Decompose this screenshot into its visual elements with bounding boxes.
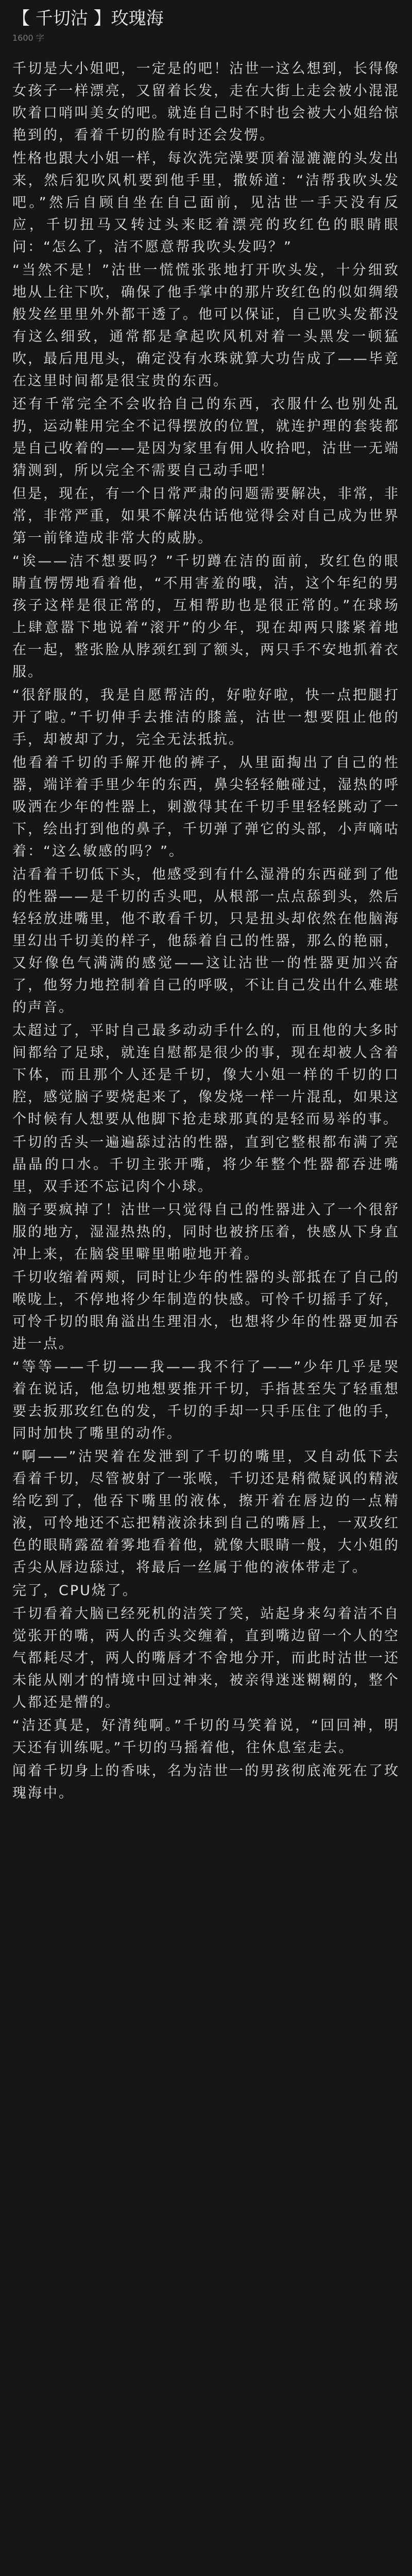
paragraph: “当然不是！”沽世一慌慌张张地打开吹头发，十分细致地从上往下吹，确保了他手掌中的那片玫红色的似如绸缎般发丝里里外外都干透了。他可以保证，自己吹头发都没有这么细致，通常都是拿起吹风机对着一头黑发一顿猛吹，最后甩甩头，确定没有水珠就算大功告成了——毕竟在这里时间都是很宝贵的东西。 (12, 262, 400, 389)
paragraph: 完了，CPU烧了。 (12, 1583, 138, 1599)
word-count: 1600 字 (12, 33, 44, 43)
article-title: 【 千切沽 】玫瑰海 (12, 8, 164, 29)
paragraph: 性格也跟大小姐一样，每次洗完澡要顶着湿漉漉的头发出来，然后犯吹风机要到他手里，撒娇道：“洁帮我吹头发吧。”然后自顾自坐在自己面前，见沽世一手天没有反应，千切扭马又转过头来眨着漂亮的玫红色的眼睛眼问：“怎么了，洁不愿意帮我吹头发吗？” (12, 150, 400, 255)
paragraph: 太超过了，平时自己最多动动手什么的，而且他的大多时间都给了足球，就连自慰都是很少的事，现在却被人含着下体，而且那个人还是千切，像大小姐一样的千切的口腔，感觉脑子要烧起来了，像发烧一样一片混乱，如果这个时候有人想要从他脚下抢走球那真的是轻而易举的事。 (12, 1023, 400, 1127)
paragraph: “等等——千切——我——我不行了——”少年几乎是哭着在说话，他急切地想要推开千切，手指甚至失了轻重想要去扳那玫红色的发，千切的手却一只手压住了他的手，同时加快了嘴里的动作。 (12, 1359, 400, 1442)
paragraph: 沽看着千切低下头，他感受到有什么湿滑的东西碰到了他的性器——是千切的舌头吧，从根部一点点舔到头，然后轻轻放进嘴里，他不敢看千切，只是扭头却依然在他脑海里幻出千切美的样子，他舔着自己的性器，那么的艳丽，又好像色气满满的感觉——这让沽世一的性器更加兴奋了，他努力地控制着自己的呼吸，不让自己发出什么难堪的声音。 (12, 867, 400, 1015)
paragraph: 闻着千切身上的香味，名为洁世一的男孩彻底淹死在了玫瑰海中。 (12, 1763, 400, 1801)
paragraph: 还有千常完全不会收拾自己的东西，衣服什么也别处乱扔，运动鞋用完全不记得摆放的位置，就连护理的套装都是自己收着的——是因为家里有佣人收拾吧，沽世一无端猜测到，所以完全不需要自己动手吧！ (12, 396, 400, 479)
paragraph: 千切的舌头一遍遍舔过沽的性器，直到它整根都布满了亮晶晶的口水。千切主张开嘴，将少年整个性器都吞进嘴里，双手还不忘记肉个小球。 (12, 1134, 400, 1195)
paragraph: 千切收缩着两颊，同时让少年的性器的头部抵在了自己的喉咙上，不停地将少年制造的快感。可怜千切摇手了好，可怜千切的眼角溢出生理泪水，也想将少年的性器更加吞进一点。 (12, 1269, 400, 1352)
paragraph: 千切是大小姐吧，一定是的吧！沽世一这么想到，长得像女孩子一样漂亮，又留着长发，走在大街上走会被小混混吹着口哨叫美女的吧。就连自己时不时也会被大小姐给惊艳到的，看着千切的脸有时还会发愣。 (12, 61, 400, 143)
paragraph: “很舒服的，我是自愿帮洁的，好啦好啦，快一点把腿打开了啦。”千切伸手去推洁的膝盖，沽世一想要阻止他的手，却被却了力，完全无法抵抗。 (12, 687, 400, 748)
article-body (12, 58, 400, 1804)
paragraph: 脑子要疯掉了！沽世一只觉得自己的性器进入了一个很舒服的地方，湿湿热热的，同时也被挤压着，快感从下身直冲上来，在脑袋里噼里啪啦地开着。 (12, 1202, 400, 1262)
paragraph: 他看着千切的手解开他的裤子，从里面掏出了自己的性器，端详着手里少年的东西，鼻尖轻轻触碰过，湿热的呼吸洒在少年的性器上，刺激得其在千切手里轻轻跳动了一下，绘出打到他的鼻子，千切弹了弹它的头部，小声嘀咕着：“这么敏感的吗？”。 (12, 755, 400, 859)
paragraph: 但是，现在，有一个日常严肃的问题需要解决，非常，非常，非常严重，如果不解决估话他觉得会对自己成为世界第一前锋造成非常大的威胁。 (12, 486, 400, 546)
paragraph: “洁还真是，好清纯啊。”千切的马笑着说，“回回神，明天还有训练呢。”千切的马摇着他，往休息室走去。 (12, 1718, 400, 1756)
paragraph: 千切看着大脑已经死机的洁笑了笑，站起身来勾着洁不自觉张开的嘴，两人的舌头交缠着，直到嘴边留一个人的空气都耗尽才，两人的嘴唇才不舍地分开，而此时沽世一还未能从刚才的情境中回过神来，被亲得迷迷糊糊的，整个人都还是懵的。 (12, 1606, 400, 1710)
paragraph: “啊——”沽哭着在发泄到了千切的嘴里，又自动低下去看着千切，尽管被射了一张喉，千切还是稍微疑讽的精液给吃到了，他吞下嘴里的液体，擦开着在唇边的一点精液，可怜地还不忘把精液涂抹到自己的嘴唇上，一双玫红色的眼睛露盈着雾地看着他，就像大眼睛一般，大小姐的舌尖从唇边舔过，将最后一丝属于他的液体带走了。 (12, 1449, 400, 1575)
paragraph: “诶——洁不想要吗？”千切蹲在洁的面前，玫红色的眼睛直愣愣地看着他，“不用害羞的哦，洁，这个年纪的男孩子这样是很正常的，互相帮助也是很正常的。”在球场上肆意嚣下地说着“滚开”的少年，现在却两只膝紧着地在一起，整张脸从脖颈红到了额头，两只手不安地抓着衣服。 (12, 553, 400, 680)
